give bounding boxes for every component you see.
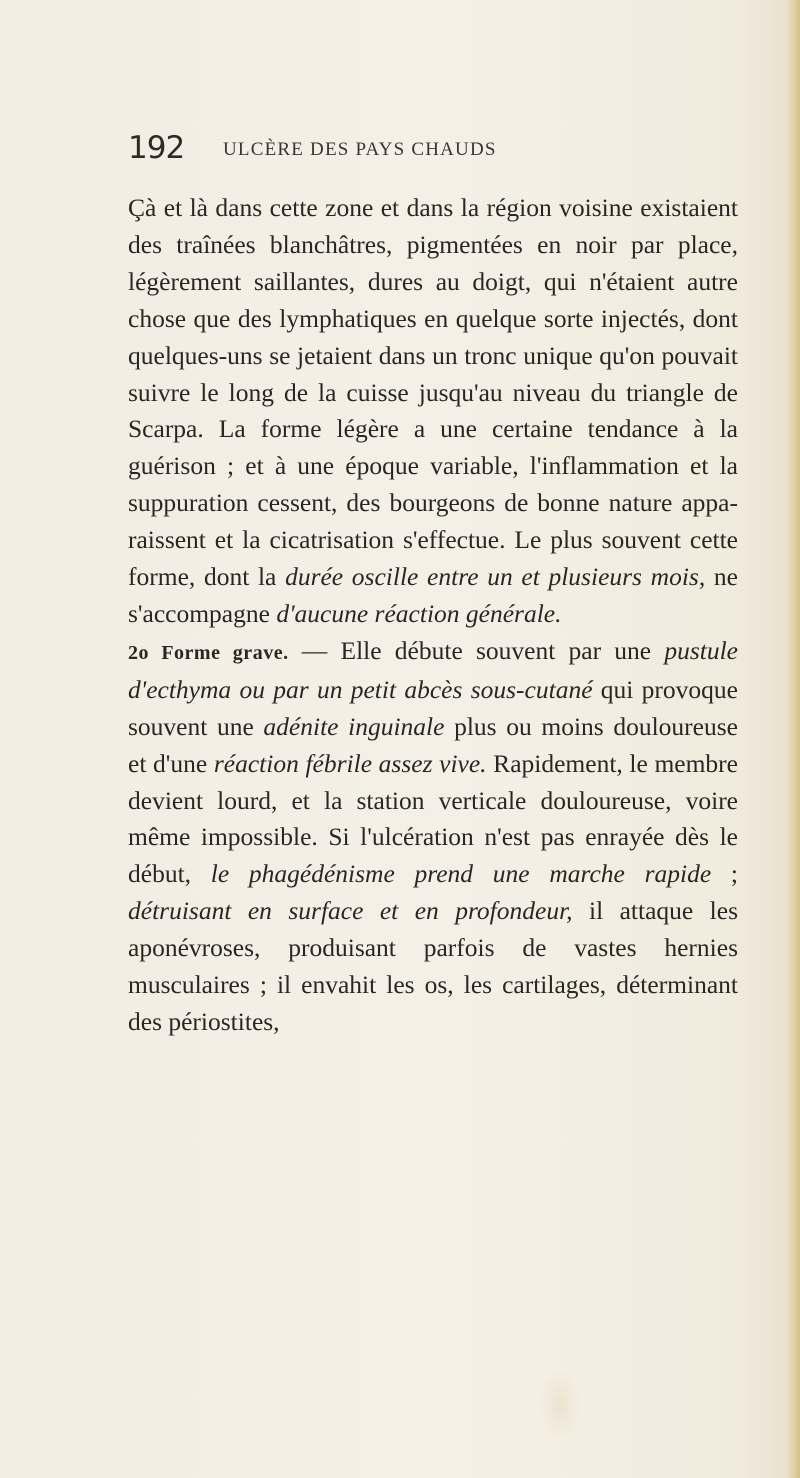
paragraph-2-text-f: il attaque les aponévroses, produisant parfois de vastes hernies musculaires ; il envahit les os, les cartilages, déterminant des périostites, <box>128 896 738 1036</box>
page-number: 192 <box>128 130 185 166</box>
paragraph-2-text-e: ; <box>711 859 739 889</box>
paragraph-2-italic-d: le phagédénisme prend une marche rapide <box>210 859 712 889</box>
paragraph-2-text-d: Rapidement, le membre devient lourd, et la station verticale douloureuse, voire même impossible. Si l'ulcération n'est pas enrayée dès le début, <box>128 748 738 889</box>
paper-stain <box>540 1370 580 1440</box>
body-text <box>128 190 738 1041</box>
paragraph-1 <box>128 190 738 633</box>
paragraph-1-italic-b: d'aucune réaction générale. <box>276 598 562 628</box>
page-edge-shadow <box>786 0 800 1478</box>
paragraph-2-text-b: qui provoque souvent une <box>128 674 738 741</box>
paragraph-2-text-a: — Elle débute souvent par une <box>288 635 665 665</box>
paragraph-2 <box>128 633 738 1041</box>
paragraph-2-italic-b: adénite inguinale <box>263 711 445 741</box>
paragraph-2-text-c: plus ou moins douloureuse et d'une <box>128 711 738 778</box>
paragraph-2-italic-a: pustule d'ecthyma ou par un petit abcès sous-cutané <box>128 635 738 704</box>
page-header <box>128 128 728 168</box>
paragraph-1-text-a: Çà et là dans cette zone et dans la région voisine existaient des traînées blanchâtres, pigmentées en noir par place, légèrement saillantes, dures au doigt, qui n'étaient autre chose que des lymphatiques en quelque sorte injectés, dont quelques-uns se jetaient dans un tronc unique qu'on pouvait suivre le long de la cuisse jusqu'au niveau du triangle de Scarpa. La forme légère a une certaine tendance à la guérison ; et à une époque variable, l'inflammation et la suppuration cessent, des bourgeons de bonne nature apparaissent et la cicatrisation s'effectue. Le plus souvent cette forme, dont la <box>128 193 738 592</box>
paragraph-1-text-b: ne s'accompagne <box>128 562 738 628</box>
paragraph-1-italic-a: durée oscille entre un et plusieurs mois, <box>285 562 706 592</box>
paragraph-2-italic-c: réaction fébrile assez vive. <box>213 748 487 778</box>
section-heading-forme-grave: 2o Forme grave. <box>128 641 289 664</box>
paragraph-2-italic-e: détruisant en surface et en profondeur, <box>128 896 573 926</box>
running-title: ULCÈRE DES PAYS CHAUDS <box>223 139 497 160</box>
